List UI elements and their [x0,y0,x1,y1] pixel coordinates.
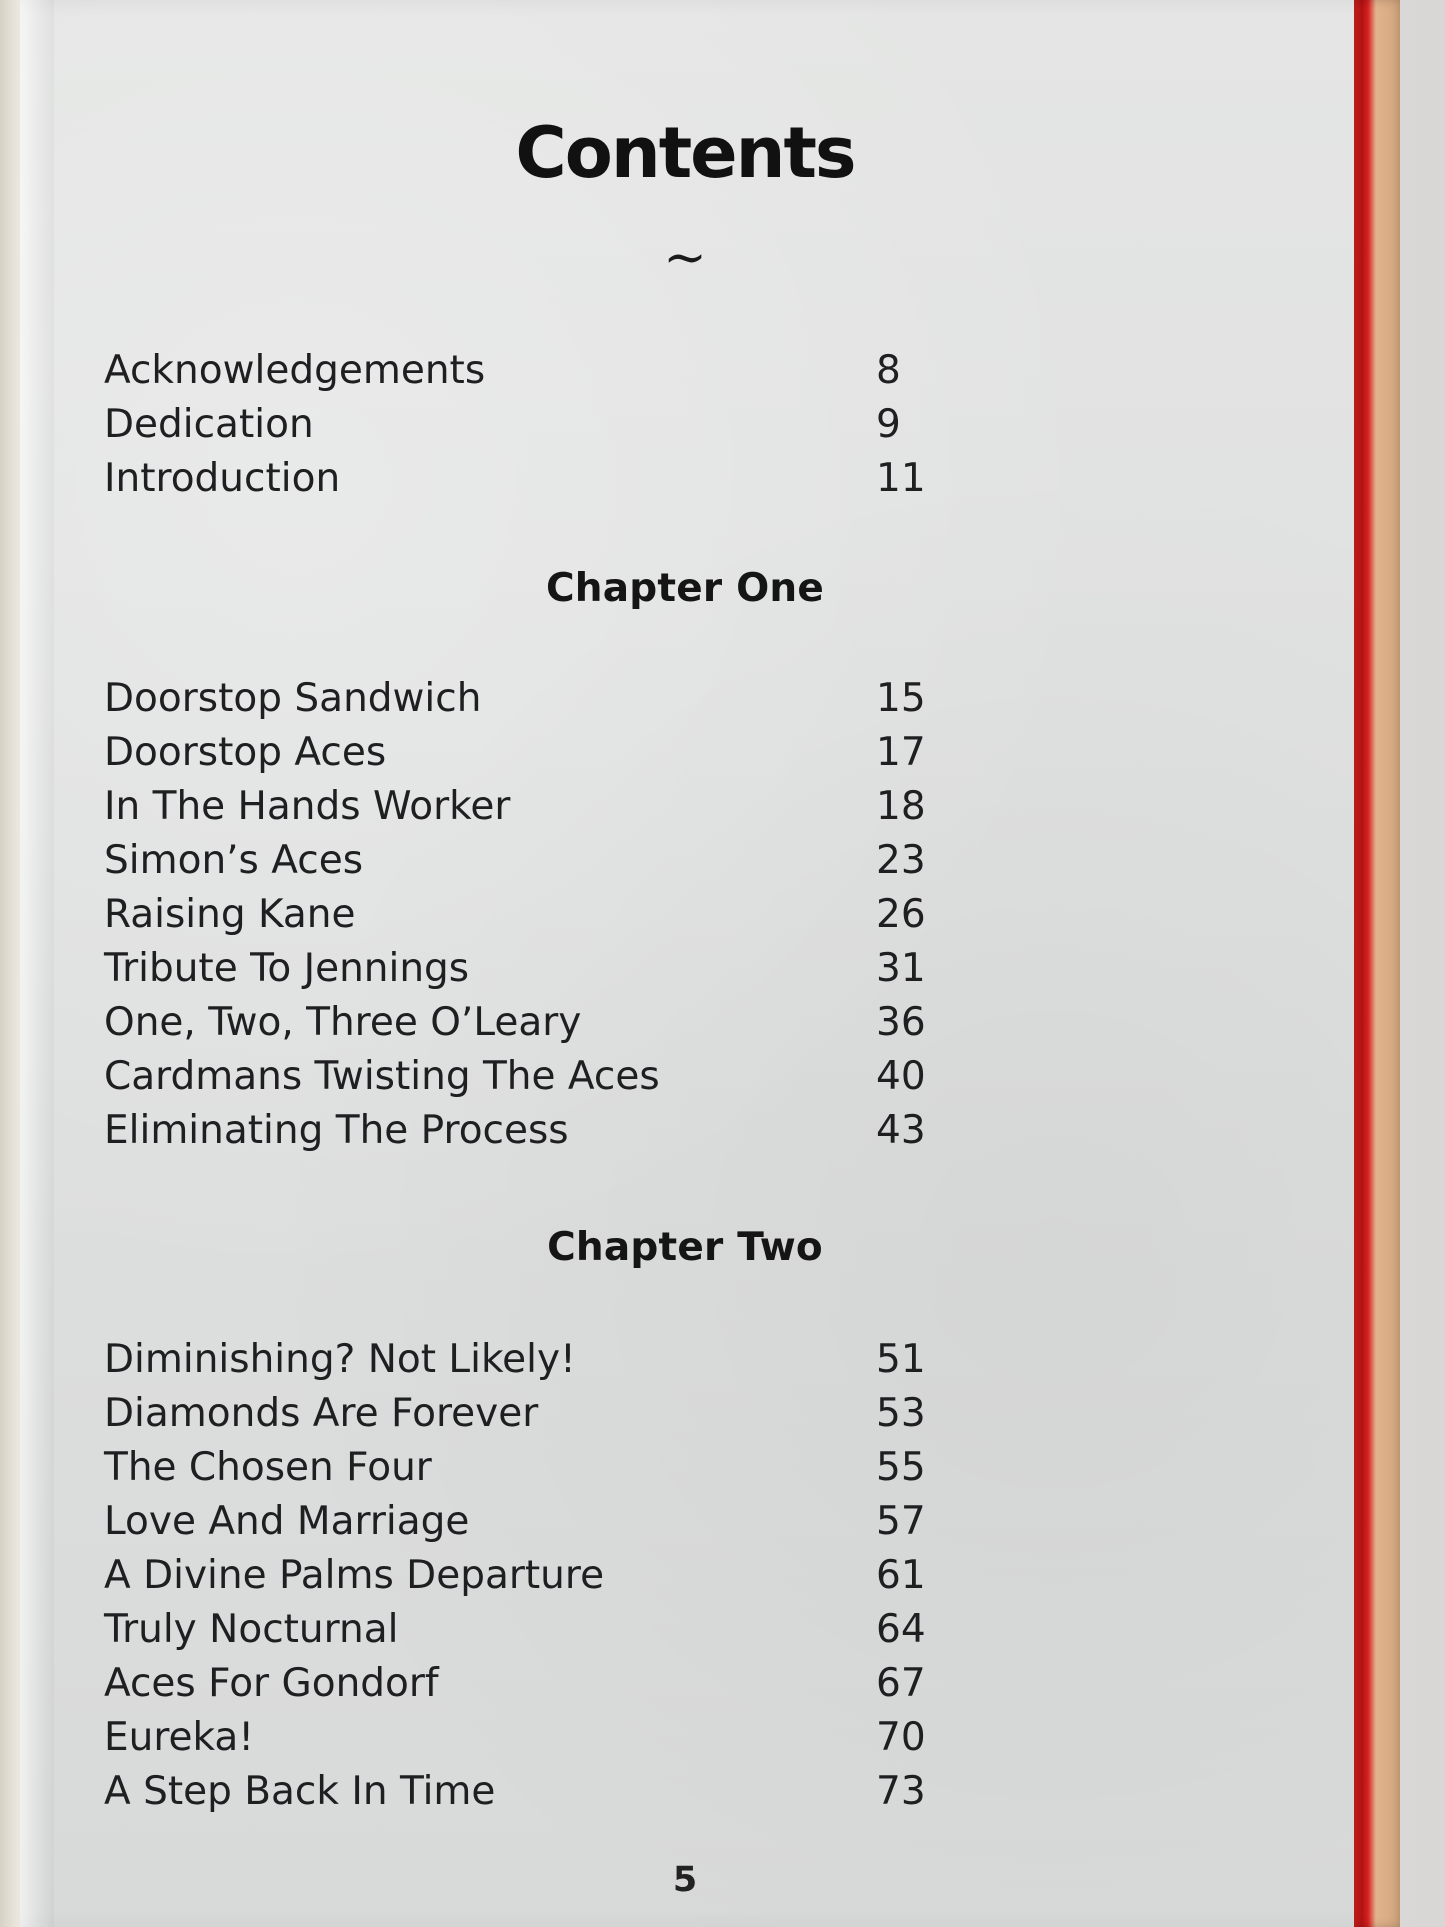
toc-row-acknowledgements [104,344,924,398]
toc-row [104,1387,924,1441]
toc-row-dedication [104,398,924,452]
toc-entry-title: Cardmans Twisting The Aces [104,1054,660,1099]
toc-row [104,780,924,834]
toc-entry-page: 26 [876,892,926,937]
toc-row-introduction [104,452,924,506]
toc-entry-title: Diamonds Are Forever [104,1391,539,1436]
toc-entry-page: 51 [876,1337,926,1382]
toc-entry-title: One, Two, Three O’Leary [104,1000,582,1045]
toc-row [104,1333,924,1387]
toc-entry-page: 67 [876,1661,926,1706]
toc-entry-page: 53 [876,1391,926,1436]
toc-entry-title: Doorstop Sandwich [104,676,482,721]
toc-entry-page: 15 [876,676,926,721]
toc-entry-page: 43 [876,1108,926,1153]
toc-entry-title: Truly Nocturnal [104,1607,399,1652]
chapter-two-heading: Chapter Two [547,1225,823,1270]
toc-row [104,1441,924,1495]
toc-row [104,1549,924,1603]
toc-entry-page: 55 [876,1445,926,1490]
red-book-edge [1354,0,1400,1927]
toc-row [104,888,924,942]
toc-row [104,996,924,1050]
toc-row [104,672,924,726]
toc-entry-page: 36 [876,1000,926,1045]
toc-row [104,834,924,888]
toc-entry-title: Introduction [104,456,341,501]
toc-entry-title: Simon’s Aces [104,838,364,883]
toc-row [104,1495,924,1549]
toc-entry-title: A Divine Palms Departure [104,1553,605,1598]
toc-entry-page: 61 [876,1553,926,1598]
front-matter-list [104,344,924,506]
toc-entry-page: 18 [876,784,926,829]
ornament-icon: ~ [663,228,707,288]
toc-entry-title: Raising Kane [104,892,356,937]
toc-entry-page: 11 [876,456,926,501]
toc-entry-title: Dedication [104,402,314,447]
toc-row [104,726,924,780]
toc-entry-page: 64 [876,1607,926,1652]
chapter-one-heading: Chapter One [545,566,825,611]
toc-row [104,1657,924,1711]
toc-entry-page: 70 [876,1715,926,1760]
toc-entry-title: Doorstop Aces [104,730,387,775]
toc-row [104,1104,924,1158]
page-number: 5 [672,1860,698,1900]
toc-row [104,1603,924,1657]
toc-entry-title: Diminishing? Not Likely! [104,1337,576,1382]
toc-row [104,942,924,996]
page-gutter-shadow [20,0,54,1927]
chapter-one-list [104,672,924,1158]
toc-entry-title: The Chosen Four [104,1445,432,1490]
toc-entry-page: 73 [876,1769,926,1814]
toc-entry-page: 23 [876,838,926,883]
toc-row [104,1711,924,1765]
contents-title: Contents [515,112,855,194]
chapter-two-list [104,1333,924,1819]
toc-entry-page: 8 [876,348,901,393]
toc-entry-title: Tribute To Jennings [104,946,470,991]
toc-entry-title: Love And Marriage [104,1499,470,1544]
toc-entry-page: 40 [876,1054,926,1099]
toc-entry-title: Aces For Gondorf [104,1661,439,1706]
toc-entry-title: A Step Back In Time [104,1769,496,1814]
toc-entry-title: In The Hands Worker [104,784,511,829]
toc-entry-title: Eliminating The Process [104,1108,569,1153]
toc-row [104,1050,924,1104]
book-page [20,0,1400,1927]
toc-entry-page: 31 [876,946,926,991]
toc-entry-title: Acknowledgements [104,348,486,393]
toc-entry-page: 57 [876,1499,926,1544]
toc-entry-page: 17 [876,730,926,775]
toc-row [104,1765,924,1819]
toc-entry-title: Eureka! [104,1715,254,1760]
toc-entry-page: 9 [876,402,901,447]
